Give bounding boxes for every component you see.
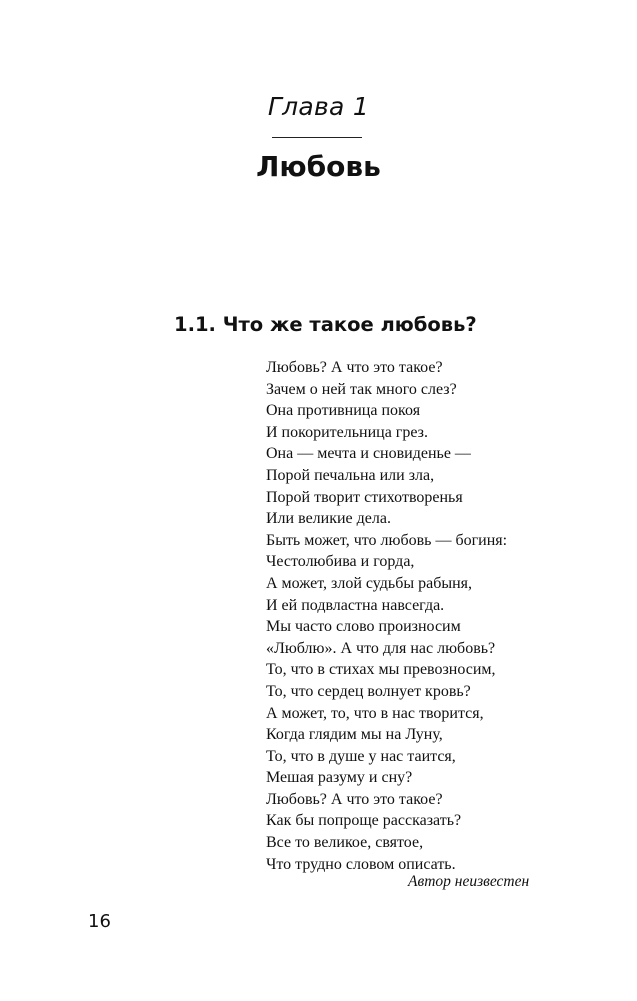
- poem-line: Мы часто слово произносим: [266, 618, 461, 636]
- poem: [266, 357, 507, 875]
- poem-line: Что трудно словом описать.: [266, 855, 456, 873]
- page-number: 16: [88, 911, 111, 932]
- poem-line: Мешая разуму и сну?: [266, 769, 413, 787]
- poem-attribution: Автор неизвестен: [408, 873, 530, 890]
- poem-line: Или великие дела.: [266, 510, 391, 528]
- poem-line: И покорительница грез.: [266, 423, 428, 441]
- poem-line: То, что в душе у нас таится,: [266, 747, 456, 765]
- poem-line: Когда глядим мы на Луну,: [266, 726, 443, 744]
- poem-line: То, что в стихах мы превозносим,: [266, 661, 496, 679]
- chapter-label: Глава 1: [267, 92, 370, 121]
- poem-line: То, что сердец волнует кровь?: [266, 682, 471, 700]
- poem-line: «Люблю». А что для нас любовь?: [266, 639, 496, 657]
- poem-line: Порой творит стихотворенья: [266, 488, 463, 506]
- poem-line: Она противница покоя: [266, 402, 421, 420]
- poem-line: Все то великое, святое,: [266, 834, 424, 852]
- section-heading: 1.1. Что же такое любовь?: [174, 313, 477, 336]
- poem-line: И ей подвластна навсегда.: [266, 596, 445, 614]
- poem-line: Любовь? А что это такое?: [266, 790, 443, 808]
- poem-line: Любовь? А что это такое?: [266, 359, 443, 376]
- poem-line: А может, злой судьбы рабыня,: [266, 574, 473, 592]
- poem-line: Как бы попроще рассказать?: [266, 812, 462, 830]
- chapter-divider: [272, 137, 362, 138]
- poem-line: Порой печальна или зла,: [266, 466, 435, 484]
- poem-line: Она — мечта и сновиденье —: [266, 445, 471, 463]
- chapter-title: Любовь: [256, 150, 381, 183]
- poem-line: Быть может, что любовь — богиня:: [266, 531, 508, 549]
- poem-line: А может, то, что в нас творится,: [266, 704, 484, 722]
- poem-line: Честолюбива и горда,: [266, 553, 415, 571]
- poem-line: Зачем о ней так много слез?: [266, 380, 457, 398]
